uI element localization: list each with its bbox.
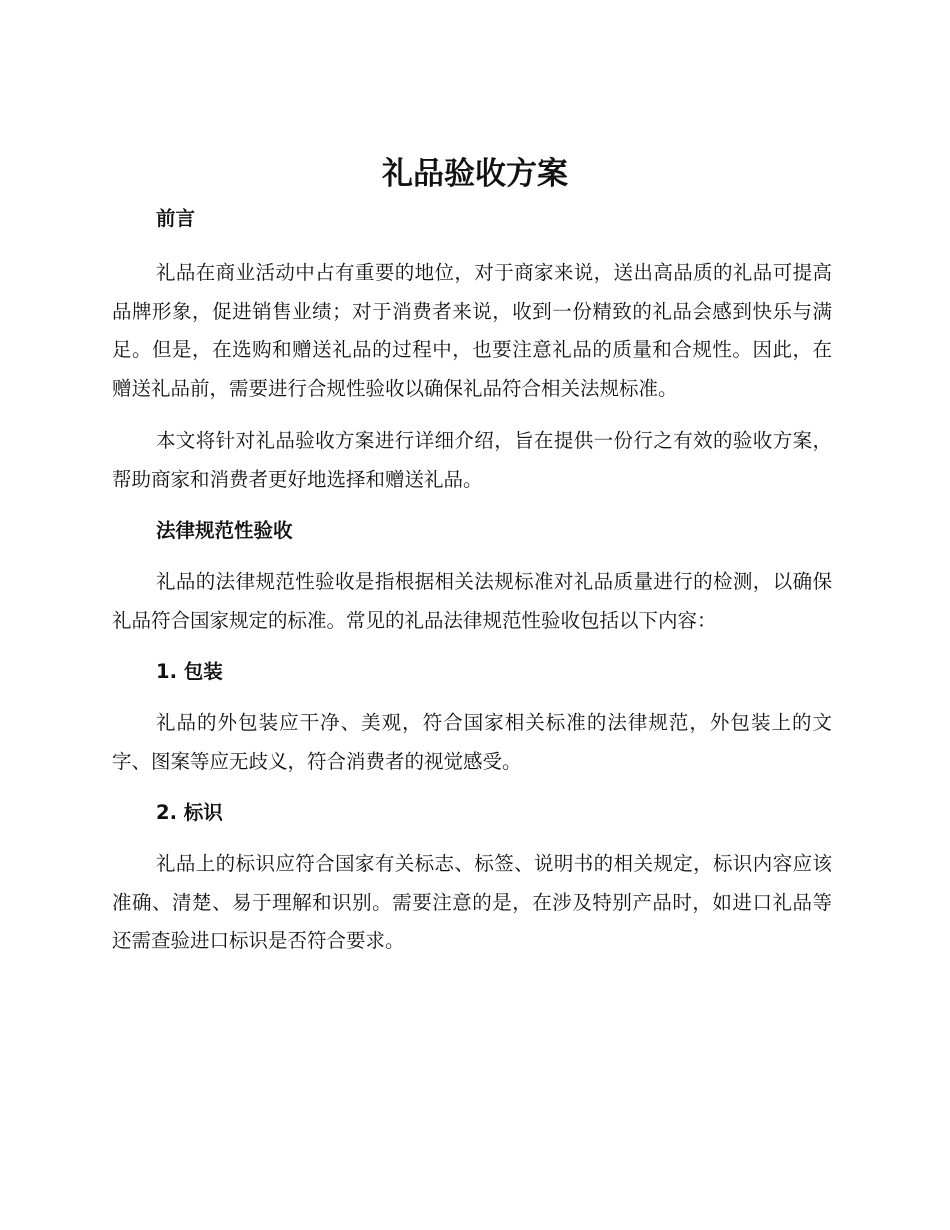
section-heading-packaging: 1. 包装 bbox=[156, 660, 223, 683]
section-heading-legal: 法律规范性验收 bbox=[156, 519, 293, 542]
paragraph-preface-1: 礼品在商业活动中占有重要的地位，对于商家来说，送出高品质的礼品可提高品牌形象，促进销售业绩；对于消费者来说，收到一份精致的礼品会感到快乐与满足。但是，在选购和赠送礼品的过程中，也要注意礼品的质量和合规性。因此，在赠送礼品前，需要进行合规性验收以确保礼品符合相关法规标准。 bbox=[112, 261, 832, 400]
section-heading-preface: 前言 bbox=[156, 207, 196, 230]
paragraph-preface-2: 本文将针对礼品验收方案进行详细介绍，旨在提供一份行之有效的验收方案，帮助商家和消费者更好地选择和赠送礼品。 bbox=[112, 429, 832, 491]
document-title: 礼品验收方案 bbox=[382, 156, 568, 192]
paragraph-legal-1: 礼品的法律规范性验收是指根据相关法规标准对礼品质量进行的检测，以确保礼品符合国家规定的标准。常见的礼品法律规范性验收包括以下内容： bbox=[112, 570, 832, 632]
paragraph-marking-1: 礼品上的标识应符合国家有关标志、标签、说明书的相关规定，标识内容应该准确、清楚、易于理解和识别。需要注意的是，在涉及特别产品时，如进口礼品等还需查验进口标识是否符合要求。 bbox=[112, 852, 832, 952]
document-body bbox=[112, 199, 832, 961]
section-heading-marking: 2. 标识 bbox=[156, 801, 223, 824]
paragraph-packaging-1: 礼品的外包装应干净、美观，符合国家相关标准的法律规范，外包装上的文字、图案等应无歧义，符合消费者的视觉感受。 bbox=[112, 711, 832, 773]
